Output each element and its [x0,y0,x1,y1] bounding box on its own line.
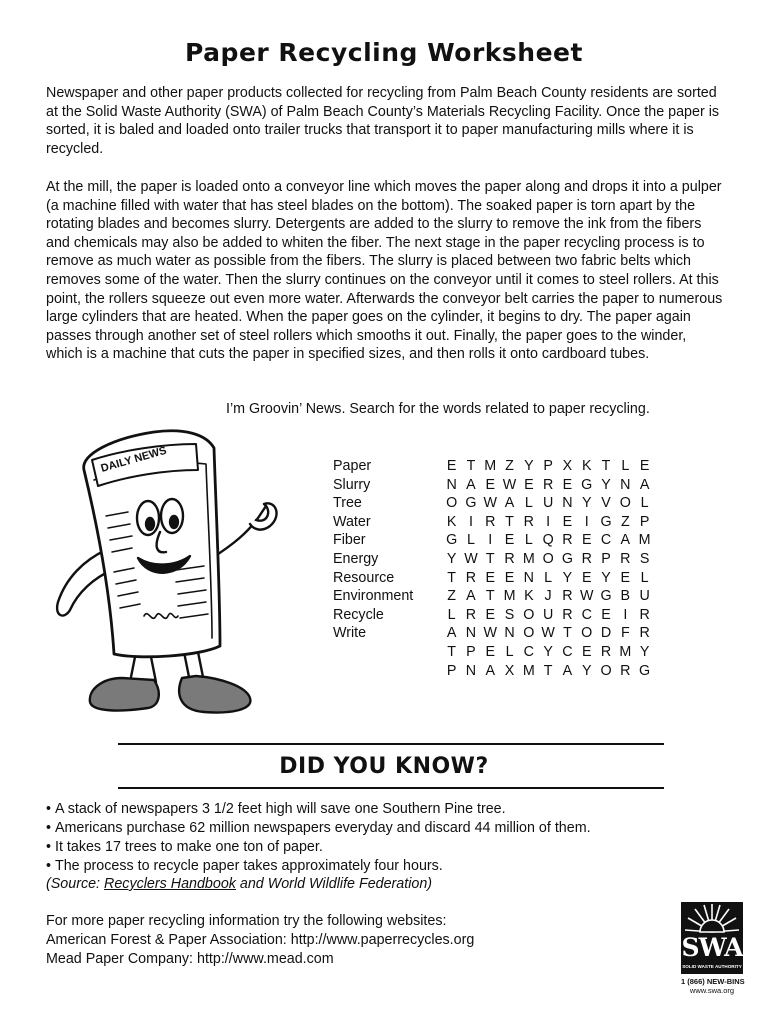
puzzle-prompt: I’m Groovin’ News. Search for the words related to paper recycling. [226,401,650,417]
grid-letter[interactable]: T [466,458,476,474]
grid-row [442,606,654,625]
grid-letter[interactable]: U [639,588,650,605]
grid-letter[interactable]: B [620,588,631,605]
grid-letter[interactable]: U [542,606,554,623]
grid-letter[interactable]: R [562,606,573,623]
grid-letter[interactable]: N [465,662,477,679]
swa-logo [681,902,743,995]
grid-row [442,476,654,495]
grid-letter[interactable]: R [620,550,631,567]
grid-letter[interactable]: N [523,569,534,586]
source-citation [46,876,432,892]
grid-letter[interactable]: G [446,532,458,549]
grid-letter[interactable]: E [504,569,515,586]
grid-letter[interactable]: I [468,513,473,530]
grid-letter[interactable]: R [523,513,534,530]
grid-letter[interactable]: E [485,569,496,586]
word-list-item: Energy [333,550,379,567]
grid-letter[interactable]: L [524,495,533,512]
grid-letter[interactable]: Y [562,569,573,586]
grid-row [442,662,654,681]
grid-letter[interactable]: A [446,625,457,642]
divider-bottom [118,787,664,789]
grid-letter[interactable]: T [447,643,457,660]
grid-letter[interactable]: V [601,495,611,512]
grid-letter[interactable]: W [502,476,517,493]
websites-section [46,912,474,969]
grid-letter[interactable]: T [447,569,457,586]
grid-letter[interactable]: F [620,625,630,642]
swa-letters: SWA [681,933,743,962]
grid-letter[interactable]: E [485,606,496,623]
grid-letter[interactable]: E [504,532,515,549]
grid-letter[interactable]: E [562,476,573,493]
word-list-item: Slurry [333,476,371,493]
grid-letter[interactable]: Z [505,458,514,474]
did-you-know-heading: DID YOU KNOW? [279,754,489,779]
grid-letter[interactable]: L [505,643,514,660]
grid-letter[interactable]: J [544,588,552,605]
grid-letter[interactable]: K [581,458,592,474]
grid-letter[interactable]: R [639,625,650,642]
grid-letter[interactable]: P [543,458,553,474]
grid-letter[interactable]: I [546,513,551,530]
grid-letter[interactable]: A [466,588,476,605]
grid-letter[interactable]: M [484,458,497,474]
grid-letter[interactable]: U [542,495,554,512]
grid-letter[interactable]: O [523,606,535,623]
grid-letter[interactable]: N [504,625,515,642]
word-list-item: Environment [333,588,414,605]
grid-letter[interactable]: D [600,625,612,642]
grid-letter[interactable]: E [446,458,457,474]
word-list-item: Tree [333,495,362,512]
grid-letter[interactable]: P [446,662,457,679]
grid-letter[interactable]: R [542,476,554,493]
grid-letter[interactable]: Z [447,588,457,605]
grid-letter[interactable]: Y [446,550,457,567]
grid-letter[interactable]: Y [601,476,611,493]
grid-letter[interactable]: Y [524,458,534,474]
swa-logo-badge [681,902,743,974]
grid-row [442,643,654,662]
grid-letter[interactable]: L [447,606,456,623]
swa-website: www.swa.org [689,986,735,995]
grid-letter[interactable]: I [584,513,589,530]
grid-row [442,587,654,606]
grid-letter[interactable]: G [600,513,612,530]
grid-letter[interactable]: O [523,625,535,642]
grid-letter[interactable]: N [562,495,573,512]
newspaper-mascot-illustration [44,420,294,730]
grid-letter[interactable]: G [600,588,612,605]
grid-letter[interactable]: Y [581,662,592,679]
grid-letter[interactable]: R [620,662,631,679]
grid-letter[interactable]: X [504,662,515,679]
worksheet-title: Paper Recycling Worksheet [185,38,583,67]
grid-letter[interactable]: M [522,662,535,679]
grid-letter[interactable]: E [601,606,611,623]
fact-item: • The process to recycle paper takes approximately four hours. [46,857,591,876]
grid-letter[interactable]: E [485,643,496,660]
grid-letter[interactable]: M [638,532,651,549]
grid-letter[interactable]: A [485,662,496,679]
grid-letter[interactable]: S [639,550,650,567]
grid-letter[interactable]: T [485,588,495,605]
grid-letter[interactable]: P [639,513,650,530]
grid-row [442,569,654,588]
facts-list [46,800,591,876]
grid-letter[interactable]: T [505,513,514,530]
grid-letter[interactable]: C [523,643,534,660]
word-list-item: Fiber [333,532,366,549]
fact-item: • A stack of newspapers 3 1/2 feet high will save one Southern Pine tree. [46,800,591,819]
source-prefix: (Source: [46,876,105,892]
grid-letter[interactable]: G [639,662,651,679]
grid-letter[interactable]: A [562,662,573,679]
grid-letter[interactable]: C [562,643,573,660]
grid-letter[interactable]: A [466,476,476,493]
grid-letter[interactable]: O [542,550,554,567]
grid-letter[interactable]: C [600,532,612,549]
grid-letter[interactable]: T [601,458,611,474]
grid-letter[interactable]: O [446,495,458,512]
grid-letter[interactable]: Y [601,569,611,586]
grid-letter[interactable]: E [485,476,496,493]
grid-letter[interactable]: N [446,476,457,493]
grid-letter[interactable]: R [465,569,477,586]
grid-letter[interactable]: Y [543,643,553,660]
grid-row [442,624,654,643]
grid-letter[interactable]: C [581,606,592,623]
grid-letter[interactable]: Y [581,495,592,512]
word-list-item: Resource [333,569,395,586]
grid-letter[interactable]: Z [620,513,630,530]
grid-letter[interactable]: R [504,550,515,567]
grid-row [442,494,654,513]
grid-letter[interactable]: O [581,625,593,642]
grid-letter[interactable]: E [639,458,650,474]
grid-letter[interactable]: M [619,643,632,660]
website-item: Mead Paper Company: http://www.mead.com [46,951,334,967]
grid-letter[interactable]: R [465,606,477,623]
grid-letter[interactable]: E [562,513,573,530]
word-list-item: Paper [333,458,372,474]
intro-paragraph-2: At the mill, the paper is loaded onto a conveyor line which moves the paper along and drops it into a pulper (a machine filled with water that has steel blades on the bottom). The soaked paper is torn apart by the rotating blades and becomes slurry. Detergents are added to the slurry to remove the ink from the fibers and chemicals may also be added to whiten the fiber. The next stage in the paper recycling process is to remove as much water as possible from the fibers. The slurry is placed between two fabric belts which removes some of the water. Then the slurry continues on the conveyor until it comes to steel rollers. At this point, the rollers squeeze out even more water. Afterwards the conveyor belt carries the paper to numerous large cylinders that are heated. When the paper goes on the cylinder, it begins to dry. The paper again passes through another set of steel rollers which smooths it out. Finally, the paper goes to the winder, which is a machine that cuts the paper in specified sizes, and then rolls it onto cardboard tubes. [46,179,723,363]
grid-letter[interactable]: N [465,625,477,642]
grid-letter[interactable]: R [600,643,612,660]
websites-intro: For more paper recycling information try the following websites: [46,913,447,929]
grid-letter[interactable]: I [623,606,628,623]
grid-letter[interactable]: L [621,458,630,474]
swa-phone: 1 (866) NEW-BINS [681,977,745,986]
divider-top [118,743,664,745]
grid-letter[interactable]: Y [639,643,650,660]
source-suffix: and World Wildlife Federation) [235,876,433,892]
word-list-item: Write [333,625,367,642]
grid-letter[interactable]: E [581,643,592,660]
grid-row [442,513,654,532]
grid-letter[interactable]: S [504,606,515,623]
grid-letter[interactable]: Q [542,532,554,549]
grid-letter[interactable]: O [600,662,612,679]
grid-letter[interactable]: T [563,625,572,642]
grid-letter[interactable]: G [561,550,573,567]
grid-letter[interactable]: N [620,476,631,493]
fact-item: • Americans purchase 62 million newspapers everyday and discard 44 million of them. [46,819,591,838]
grid-letter[interactable]: M [503,588,516,605]
grid-row [442,531,654,550]
grid-letter[interactable]: R [581,550,592,567]
grid-letter[interactable]: X [562,458,573,474]
grid-letter[interactable]: G [581,476,593,493]
word-list-item: Recycle [333,606,384,623]
word-search-list [333,457,413,643]
grid-letter[interactable]: K [524,588,534,605]
swa-subtitle: SOLID WASTE AUTHORITY [682,964,742,969]
grid-letter[interactable]: R [639,606,650,623]
grid-letter[interactable]: W [483,495,497,512]
grid-letter[interactable]: L [466,532,475,549]
grid-letter[interactable]: O [619,495,631,512]
grid-letter[interactable]: T [485,550,495,567]
grid-letter[interactable]: L [640,495,649,512]
grid-letter[interactable]: A [639,476,650,493]
grid-letter[interactable]: E [524,476,534,493]
intro-paragraph-1: Newspaper and other paper products collected for recycling from Palm Beach County residents are sorted at the Solid Waste Authority (SWA) of Palm Beach County’s Materials Recycling Facility. Once the paper is sorted, it is baled and loaded onto trailer trucks that transport it to paper manufacturing mills where it is recycled. [46,85,720,157]
grid-row [442,550,654,569]
grid-letter[interactable]: I [488,532,493,549]
grid-letter[interactable]: E [581,569,592,586]
grid-letter[interactable]: K [446,513,457,530]
grid-letter[interactable]: R [562,588,573,605]
grid-letter[interactable]: R [485,513,496,530]
word-list-item: Water [333,513,371,530]
grid-row [442,457,654,476]
grid-letter[interactable]: W [579,588,594,605]
grid-letter[interactable]: W [464,550,478,567]
grid-letter[interactable]: P [466,643,476,660]
grid-letter[interactable]: L [544,569,553,586]
mascot-sign-text: DAILY NEWS [99,444,169,475]
grid-letter[interactable]: R [562,532,573,549]
fact-item: • It takes 17 trees to make one ton of paper. [46,838,591,857]
grid-letter[interactable]: G [465,495,477,512]
grid-letter[interactable]: L [640,569,649,586]
grid-letter[interactable]: A [504,495,515,512]
grid-letter[interactable]: P [601,550,611,567]
word-search-grid [442,457,654,680]
grid-letter[interactable]: E [620,569,631,586]
grid-letter[interactable]: W [541,625,555,642]
source-book: Recyclers Handbook [104,876,236,892]
grid-letter[interactable]: T [543,662,553,679]
grid-letter[interactable]: A [620,532,631,549]
grid-letter[interactable]: E [581,532,592,549]
grid-letter[interactable]: M [522,550,535,567]
grid-letter[interactable]: W [483,625,497,642]
grid-letter[interactable]: L [524,532,533,549]
website-item: American Forest & Paper Association: http://www.paperrecycles.org [46,932,475,948]
